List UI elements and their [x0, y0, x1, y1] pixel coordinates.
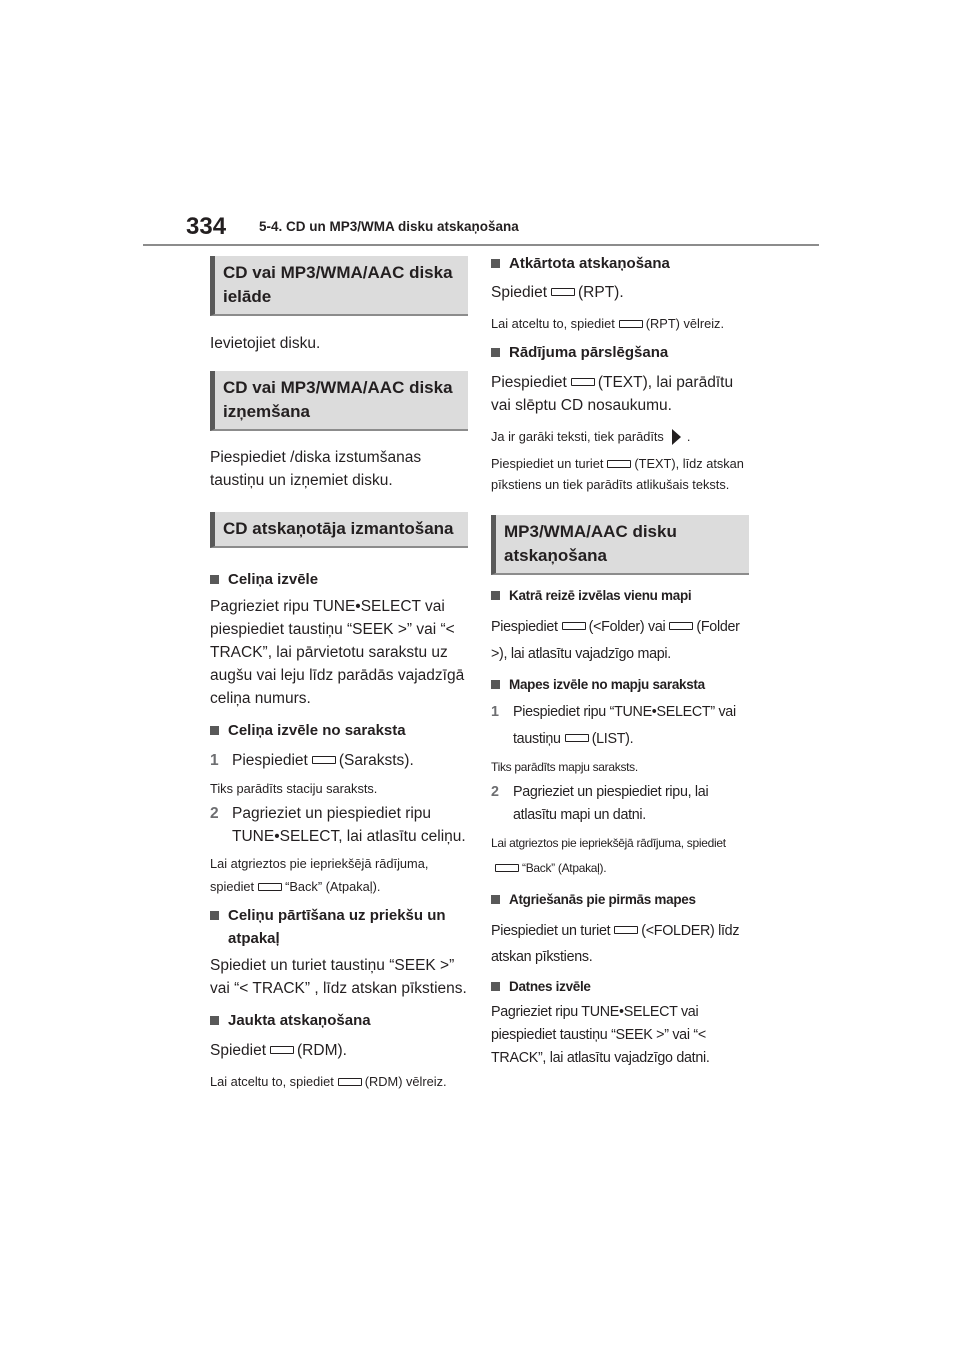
subheading-list-select: Celiņa izvēle no saraksta — [210, 719, 468, 742]
subheading-repeat: Atkārtota atskaņošana — [491, 252, 749, 275]
subheading-folder-select: Katrā reizē izvēlas vienu mapi — [491, 584, 749, 607]
folder-select-text: Piespiediet (<Folder) vai (Folder >), lai atlasītu vajadzīgo mapi. — [491, 619, 740, 662]
load-text: Ievietojiet disku. — [210, 335, 321, 352]
bullet-square-icon — [491, 591, 500, 600]
button-icon — [495, 864, 519, 872]
first-folder-text: Piespiediet un turiet (<FOLDER) līdz atskan pīkstiens. — [491, 923, 740, 965]
bullet-square-icon — [210, 1016, 219, 1025]
header-rule — [143, 244, 819, 246]
random-text: Spiediet (RDM). — [210, 1042, 347, 1059]
bullet-square-icon — [491, 982, 500, 991]
list-shown-note: Tiks parādīts staciju saraksts. — [210, 781, 378, 796]
subheading-track-select: Celiņa izvēle — [210, 568, 468, 591]
step-number: 1 — [210, 752, 219, 769]
hold-text-note: Piespiediet un turiet (TEXT), līdz atskan pīkstiens un tiek parādīts atlikušais teksts. — [491, 456, 744, 492]
bullet-square-icon — [491, 680, 500, 689]
step-1: 1 Piespiediet (Saraksts). — [210, 749, 468, 772]
button-icon — [571, 378, 595, 386]
fast-forward-text: Spiediet un turiet taustiņu “SEEK >” vai “< TRACK” , līdz atskan pīkstiens. — [210, 957, 467, 997]
subheading-display-switch: Rādījuma pārslēgšana — [491, 341, 749, 364]
button-icon — [614, 926, 638, 934]
subheading-folder-list: Mapes izvēle no mapju saraksta — [491, 673, 749, 696]
track-select-text: Pagrieziet ripu TUNE•SELECT vai piespiediet taustiņu “SEEK >” vai “< TRACK”, lai pārvietotu sarakstu uz augšu vai leju līdz parādās vajadzīgā celiņa numurs. — [210, 598, 465, 707]
section-heading-load: CD vai MP3/WMA/AAC diska ielāde — [210, 256, 468, 316]
section-heading-mp3: MP3/WMA/AAC disku atskaņošana — [491, 515, 749, 575]
right-column — [491, 256, 749, 1070]
bullet-square-icon — [491, 895, 500, 904]
step-number: 2 — [491, 784, 499, 800]
step-number: 2 — [210, 805, 219, 822]
button-icon — [258, 883, 282, 891]
arrow-right-icon — [672, 429, 681, 445]
random-cancel-note: Lai atceltu to, spiediet (RDM) vēlreiz. — [210, 1074, 447, 1089]
button-icon — [551, 288, 575, 296]
section-heading-use: CD atskaņotāja izmantošana — [210, 512, 468, 548]
button-icon — [562, 622, 586, 630]
bullet-square-icon — [491, 348, 500, 357]
button-icon — [619, 320, 643, 328]
file-select-text: Pagrieziet ripu TUNE•SELECT vai piespiediet taustiņu “SEEK >” vai “< TRACK”, lai atlasītu vajadzīgo datni. — [491, 1004, 710, 1066]
repeat-cancel-note: Lai atceltu to, spiediet (RPT) vēlreiz. — [491, 316, 725, 331]
eject-text: Piespiediet /diska izstumšanas taustiņu un izņemiet disku. — [210, 449, 422, 489]
subheading-random: Jaukta atskaņošana — [210, 1009, 468, 1032]
back-note: Lai atgrieztos pie iepriekšējā rādījuma, spiediet “Back” (Atpakaļ). — [210, 856, 429, 894]
folder-list-shown-note: Tiks parādīts mapju saraksts. — [491, 760, 638, 774]
bullet-square-icon — [210, 726, 219, 735]
folder-step-2: 2 Pagrieziet un piespiediet ripu, lai atlasītu mapi un datni. — [491, 781, 749, 827]
button-icon — [565, 734, 589, 742]
section-heading-eject: CD vai MP3/WMA/AAC diska izņemšana — [210, 371, 468, 431]
bullet-square-icon — [210, 575, 219, 584]
button-icon — [270, 1046, 294, 1054]
button-icon — [338, 1078, 362, 1086]
chapter-title: 5-4. CD un MP3/WMA disku atskaņošana — [259, 219, 519, 234]
subheading-file-select: Datnes izvēle — [491, 975, 749, 998]
folder-step-1: 1 Piespiediet ripu “TUNE•SELECT” vai taustiņu (LIST). — [491, 699, 749, 753]
step-number: 1 — [491, 704, 499, 720]
repeat-text: Spiediet (RPT). — [491, 284, 624, 301]
display-switch-text: Piespiediet (TEXT), lai parādītu vai slēptu CD nosaukumu. — [491, 374, 734, 414]
button-icon — [312, 756, 336, 764]
long-text-note: Ja ir garāki teksti, tiek parādīts . — [491, 429, 691, 444]
subheading-fast-forward: Celiņu pārtīšana uz priekšu un atpakaļ — [210, 904, 468, 950]
button-icon — [669, 622, 693, 630]
button-icon — [607, 460, 631, 468]
left-column — [210, 256, 468, 1093]
bullet-square-icon — [491, 259, 500, 268]
folder-back-note: Lai atgrieztos pie iepriekšējā rādījuma, spiediet“Back” (Atpakaļ). — [491, 836, 726, 875]
step-2: 2 Pagrieziet un piespiediet ripu TUNE•SELECT, lai atlasītu celiņu. — [210, 802, 468, 848]
page-number: 334 — [186, 213, 227, 240]
bullet-square-icon — [210, 911, 219, 920]
subheading-first-folder: Atgriešanās pie pirmās mapes — [491, 888, 749, 911]
